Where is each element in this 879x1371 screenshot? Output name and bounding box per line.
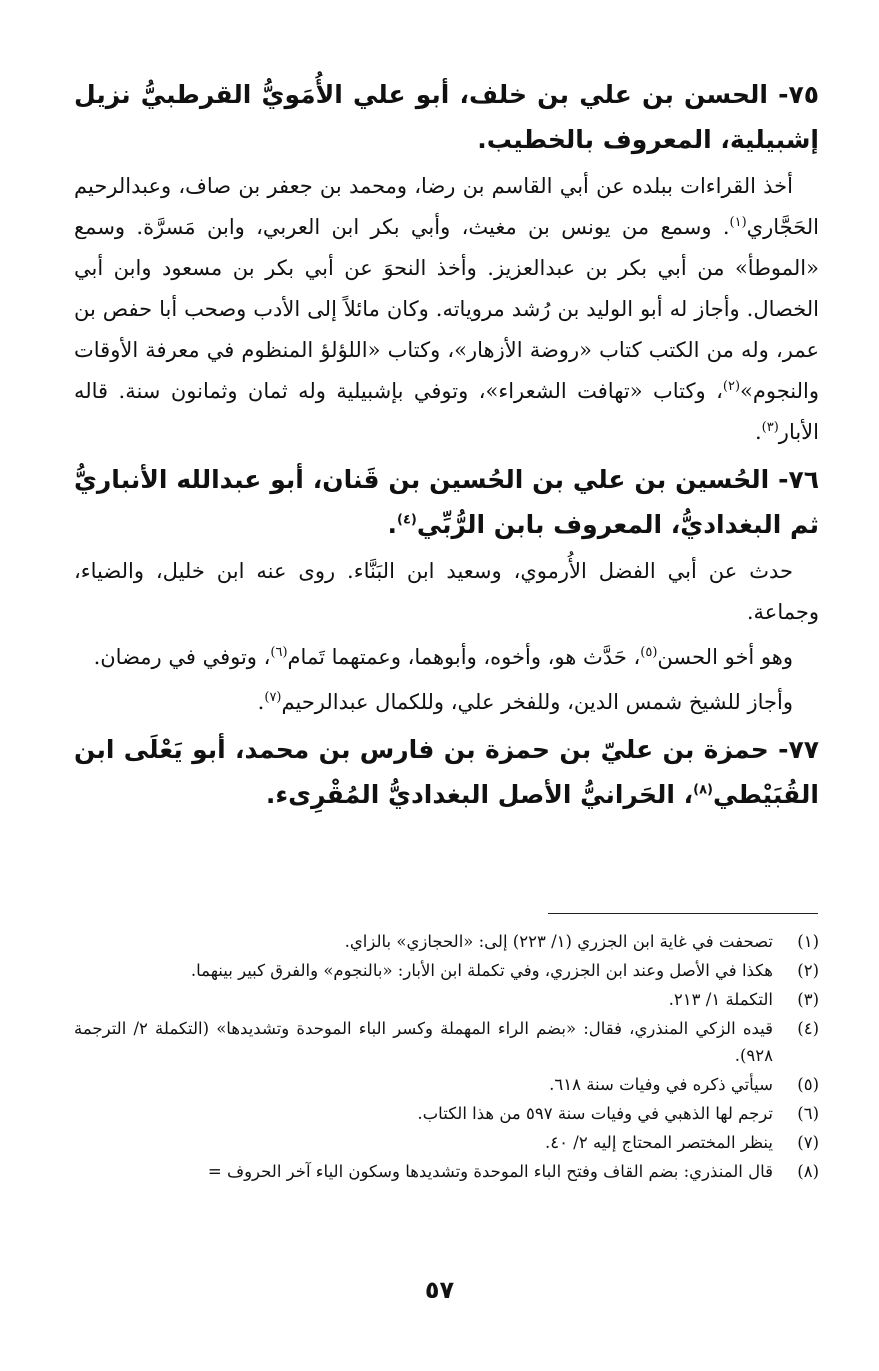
entry-76-heading [74, 457, 819, 547]
heading-text: ، الحَرانيُّ الأصل البغداديُّ المُقْرِىء. [265, 780, 694, 809]
text-segment: ، وكتاب «تهافت الشعراء»، وتوفي بإشبيلية وله ثمان وثمانون سنة. قاله الأبار [74, 379, 819, 444]
footnote-item [74, 1158, 819, 1185]
footnote-number: (٦) [797, 1104, 819, 1123]
page-number: ٥٧ [424, 1276, 455, 1304]
footnote-item [74, 1100, 819, 1127]
footnote-ref-6[interactable]: (٦) [270, 645, 288, 660]
text-segment: ، حَدَّث هو، وأخوه، وأبوهما، وعمتهما تَمام [287, 645, 641, 669]
footnote-text: ترجم لها الذهبي في وفيات سنة ٥٩٧ من هذا الكتاب. [417, 1104, 773, 1123]
footnote-text: سيأتي ذكره في وفيات سنة ٦١٨. [549, 1075, 773, 1094]
footnote-item [74, 957, 819, 984]
text-segment: أخذ القراءات ببلده عن أبي القاسم بن رضا، ومحمد بن جعفر بن صاف، وعبدالرحيم الحَجَّاري [74, 174, 819, 239]
footnote-text: قال المنذري: بضم القاف وفتح الباء الموحدة وتشديدها وسكون الياء آخر الحروف = [207, 1162, 773, 1181]
text-segment: ، وتوفي في رمضان. [93, 645, 271, 669]
heading-text: ٧٦- الحُسين بن علي بن الحُسين بن قَنان، أبو عبدالله الأنباريُّ ثم البغداديُّ، المعروف بابن الرُّبِّي [74, 465, 819, 539]
footnote-text: تصحفت في غاية ابن الجزري (١/ ٢٢٣) إلى: «الحجازي» بالزاي. [344, 932, 773, 951]
text-segment: . وسمع من يونس بن مغيث، وأبي بكر ابن العربي، وابن مَسرَّة. وسمع «الموطأ» من أبي بكر بن عبدالعزيز. وأخذ النحوَ عن أبي بكر بن مسعود وابن أبي الخصال. وأجاز له أبو الوليد بن رُشد مروياته. وكان مائلاً إلى الأدب وصحب أبا حفص بن عمر، وله من الكتب كتاب «روضة الأزهار»، وكتاب «اللؤلؤ المنظوم في معرفة الأوقات والنجوم» [74, 215, 819, 403]
footnote-text: قيده الزكي المنذري، فقال: «بضم الراء المهملة وكسر الباء الموحدة وتشديدها» (التكملة ٢/ الترجمة ٩٢٨). [74, 1019, 773, 1065]
footnote-item [74, 1129, 819, 1156]
entry-75-paragraph [74, 166, 819, 453]
footnote-number: (١) [797, 932, 819, 951]
footnote-ref-4[interactable]: (٤) [397, 512, 417, 528]
text-segment: وهو أخو الحسن [657, 645, 793, 669]
footnote-ref-2[interactable]: (٢) [722, 379, 741, 394]
footnote-number: (٧) [797, 1133, 819, 1152]
footnote-number: (٤) [797, 1019, 819, 1038]
footnote-ref-3[interactable]: (٣) [761, 420, 779, 435]
footnote-ref-8[interactable]: (٨) [693, 782, 713, 798]
heading-text: ٧٧- حمزة بن عليّ بن حمزة بن فارس بن محمد، أبو يَعْلَى ابن القُبَيْطي [74, 735, 819, 809]
footnote-text: هكذا في الأصل وعند ابن الجزري، وفي تكملة ابن الأبار: «بالنجوم» والفرق كبير بينهما. [190, 961, 773, 980]
entry-76-paragraph-3 [74, 682, 819, 723]
main-text [74, 72, 819, 821]
footnote-ref-1[interactable]: (١) [729, 215, 747, 230]
heading-text: . [387, 510, 398, 539]
text-segment: . [257, 690, 265, 714]
text-segment: . [754, 420, 762, 444]
footnote-ref-5[interactable]: (٥) [640, 645, 658, 660]
entry-76-paragraph-2 [74, 637, 819, 678]
footnote-item [74, 986, 819, 1013]
entry-76-paragraph-1: حدث عن أبي الفضل الأُرموي، وسعيد ابن البَنَّاء. روى عنه ابن خليل، والضياء، وجماعة. [74, 559, 819, 624]
footnote-number: (٢) [797, 961, 819, 980]
text-segment: وأجاز للشيخ شمس الدين، وللفخر علي، وللكمال عبدالرحيم [281, 690, 793, 714]
footnote-text: التكملة ١/ ٢١٣. [668, 990, 773, 1009]
footnote-ref-7[interactable]: (٧) [264, 690, 282, 705]
footnote-number: (٨) [797, 1162, 819, 1181]
footnote-separator [548, 913, 818, 914]
footnote-text: ينظر المختصر المحتاج إليه ٢/ ٤٠. [545, 1133, 773, 1152]
footnote-item [74, 928, 819, 955]
footnote-item [74, 1015, 819, 1069]
footnotes-list [74, 928, 819, 1187]
entry-77-heading [74, 727, 819, 817]
footnote-number: (٥) [797, 1075, 819, 1094]
entry-75-heading: ٧٥- الحسن بن علي بن خلف، أبو علي الأُمَويُّ القرطبيُّ نزيل إشبيلية، المعروف بالخطيب. [74, 80, 819, 154]
footnote-number: (٣) [797, 990, 819, 1009]
footnote-item [74, 1071, 819, 1098]
